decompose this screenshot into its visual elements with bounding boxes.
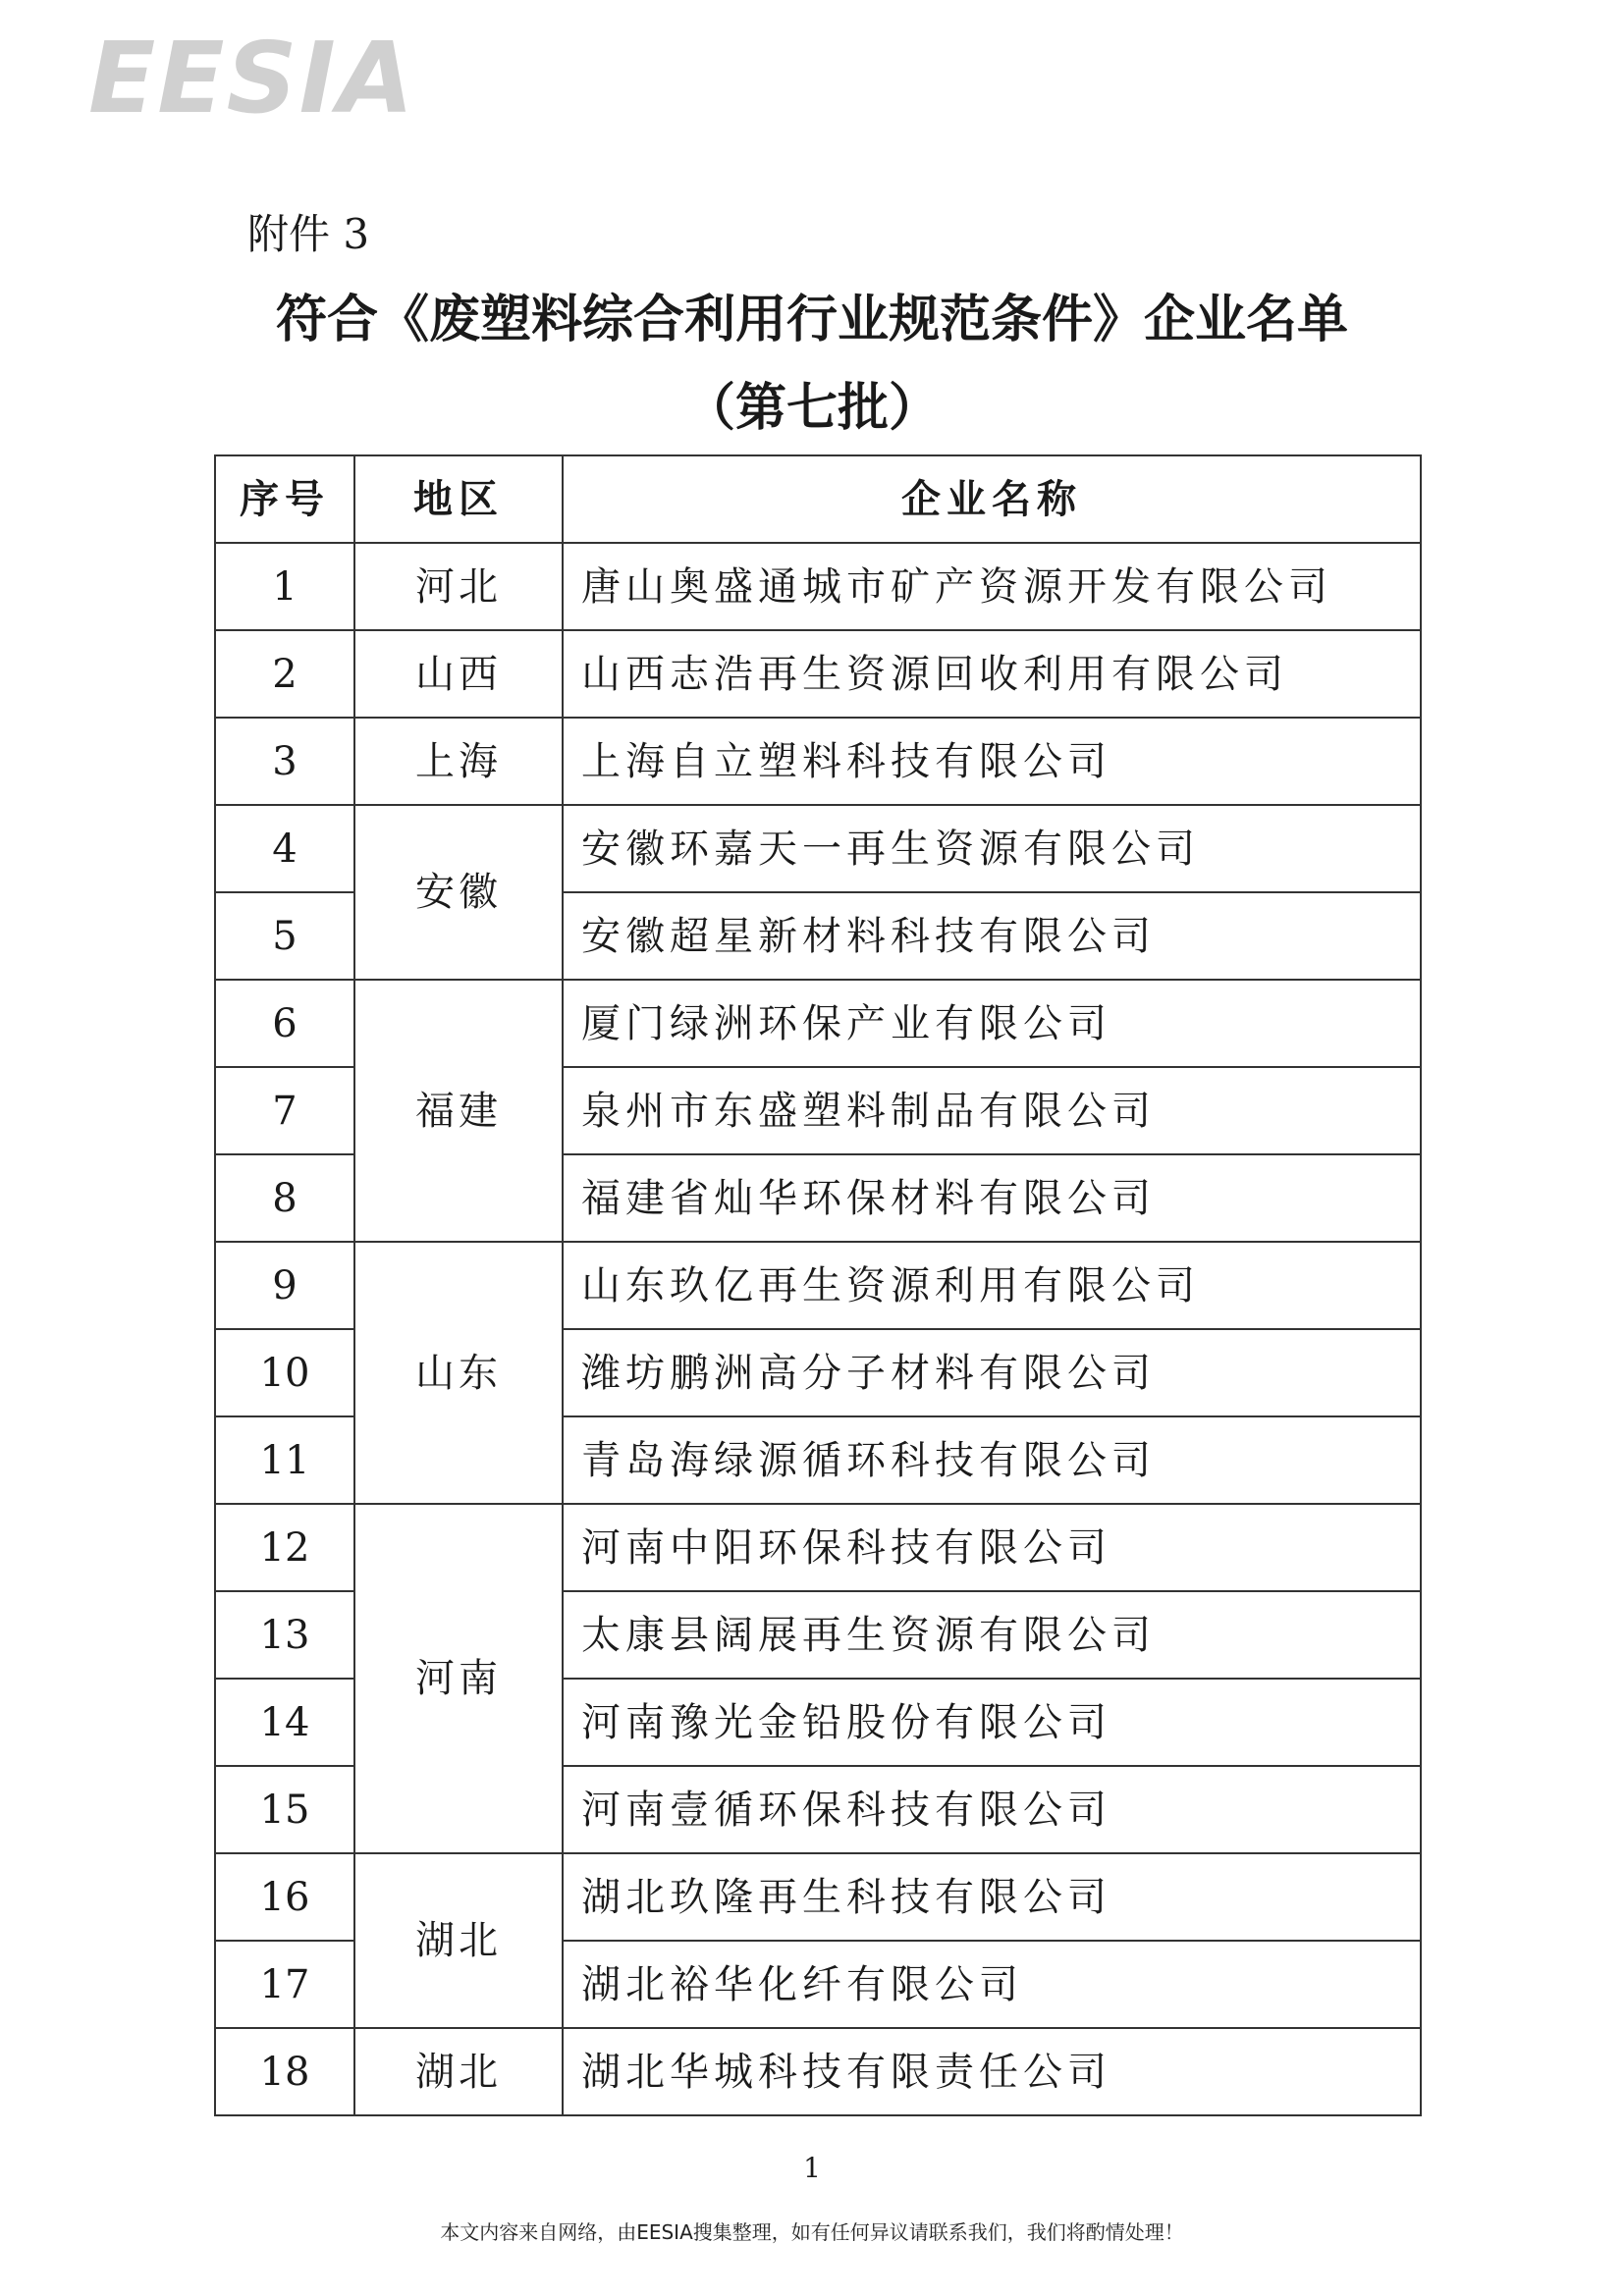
row-company-name: 湖北玖隆再生科技有限公司 — [563, 1853, 1421, 1941]
row-company-name: 河南中阳环保科技有限公司 — [563, 1504, 1421, 1591]
table-header-row — [215, 455, 1421, 543]
row-company-name: 河南壹循环保科技有限公司 — [563, 1766, 1421, 1853]
attachment-label: 附件 3 — [247, 210, 370, 258]
row-company-name: 湖北裕华化纤有限公司 — [563, 1941, 1421, 2028]
header-company-name: 企业名称 — [563, 455, 1421, 543]
table-row — [215, 630, 1421, 718]
table-row — [215, 1242, 1421, 1329]
row-company-name: 安徽环嘉天一再生资源有限公司 — [563, 805, 1421, 892]
row-number: 1 — [215, 543, 354, 630]
row-region: 河南 — [354, 1504, 563, 1853]
row-company-name: 山东玖亿再生资源利用有限公司 — [563, 1242, 1421, 1329]
row-number: 18 — [215, 2028, 354, 2115]
row-company-name: 太康县阔展再生资源有限公司 — [563, 1591, 1421, 1679]
row-region: 山西 — [354, 630, 563, 718]
header-serial-number: 序号 — [215, 455, 354, 543]
row-number: 5 — [215, 892, 354, 980]
row-number: 7 — [215, 1067, 354, 1154]
row-region: 安徽 — [354, 805, 563, 980]
page-number: 1 — [803, 2152, 821, 2184]
document-title: 符合《废塑料综合利用行业规范条件》企业名单 — [275, 290, 1348, 349]
row-region: 河北 — [354, 543, 563, 630]
row-number: 9 — [215, 1242, 354, 1329]
row-region: 湖北 — [354, 2028, 563, 2115]
row-number: 3 — [215, 718, 354, 805]
row-company-name: 青岛海绿源循环科技有限公司 — [563, 1416, 1421, 1504]
row-number: 8 — [215, 1154, 354, 1242]
row-company-name: 潍坊鹏洲高分子材料有限公司 — [563, 1329, 1421, 1416]
row-company-name: 厦门绿洲环保产业有限公司 — [563, 980, 1421, 1067]
header-region: 地区 — [354, 455, 563, 543]
row-region: 福建 — [354, 980, 563, 1242]
row-number: 13 — [215, 1591, 354, 1679]
footer-disclaimer: 本文内容来自网络，由EESIA搜集整理，如有任何异议请联系我们，我们将酌情处理！ — [440, 2220, 1184, 2244]
table-row — [215, 1504, 1421, 1591]
row-region: 山东 — [354, 1242, 563, 1504]
row-number: 2 — [215, 630, 354, 718]
table-row — [215, 1853, 1421, 1941]
row-company-name: 山西志浩再生资源回收利用有限公司 — [563, 630, 1421, 718]
table-row — [215, 543, 1421, 630]
row-company-name: 福建省灿华环保材料有限公司 — [563, 1154, 1421, 1242]
table-row — [215, 718, 1421, 805]
row-company-name: 泉州市东盛塑料制品有限公司 — [563, 1067, 1421, 1154]
row-number: 4 — [215, 805, 354, 892]
row-number: 6 — [215, 980, 354, 1067]
row-company-name: 河南豫光金铅股份有限公司 — [563, 1679, 1421, 1766]
row-region: 上海 — [354, 718, 563, 805]
table-row — [215, 980, 1421, 1067]
row-number: 11 — [215, 1416, 354, 1504]
document-subtitle-batch: （第七批） — [683, 378, 940, 438]
row-number: 10 — [215, 1329, 354, 1416]
row-company-name: 安徽超星新材料科技有限公司 — [563, 892, 1421, 980]
table-row — [215, 805, 1421, 892]
eesia-watermark-logo: EESIA — [88, 21, 416, 135]
row-company-name: 湖北华城科技有限责任公司 — [563, 2028, 1421, 2115]
row-company-name: 唐山奥盛通城市矿产资源开发有限公司 — [563, 543, 1421, 630]
row-number: 15 — [215, 1766, 354, 1853]
row-number: 17 — [215, 1941, 354, 2028]
row-number: 14 — [215, 1679, 354, 1766]
row-number: 16 — [215, 1853, 354, 1941]
row-number: 12 — [215, 1504, 354, 1591]
table-row — [215, 2028, 1421, 2115]
enterprise-list-table — [214, 454, 1422, 2116]
row-region: 湖北 — [354, 1853, 563, 2028]
row-company-name: 上海自立塑料科技有限公司 — [563, 718, 1421, 805]
